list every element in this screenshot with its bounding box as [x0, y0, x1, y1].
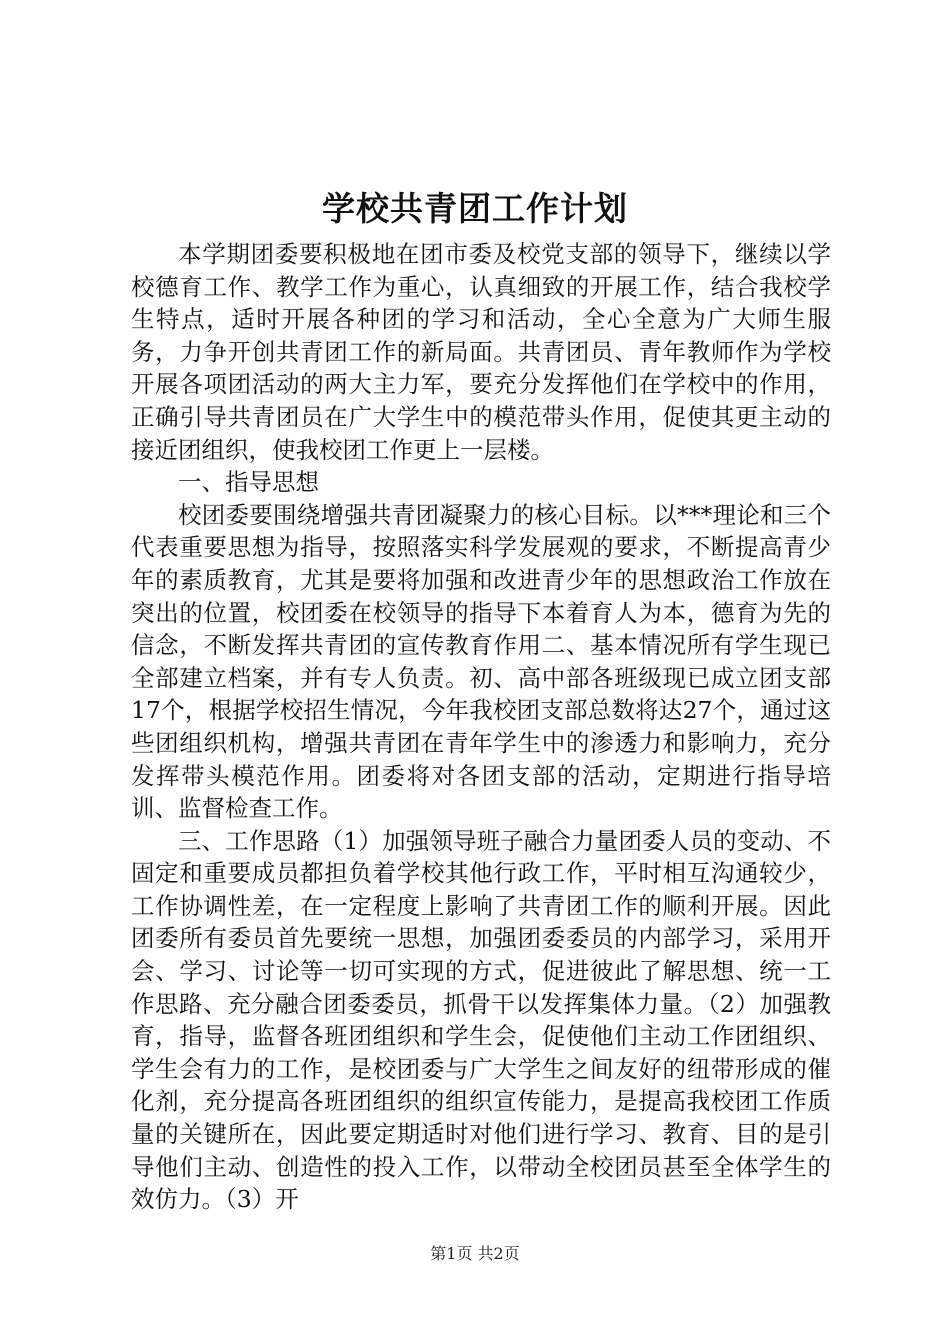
- section-heading-guiding-ideology: 一、指导思想: [178, 468, 319, 497]
- paragraph-work-approach: 三、工作思路（1）加强领导班子融合力量团委人员的变动、不固定和重要成员都担负着学校其他行政工作，平时相互沟通较少，工作协调性差，在一定程度上影响了共青团工作的顺利开展。因此团委所有委员首先要统一思想，加强团委委员的内部学习，采用开会、学习、讨论等一切可实现的方式，促进彼此了解思想、统一工作思路、充分融合团委委员，抓骨干以发挥集体力量。（2）加强教育，指导，监督各班团组织和学生会，促使他们主动工作团组织、学生会有力的工作，是校团委与广大学生之间友好的纽带形成的催化剂，充分提高各班团组织的组织宣传能力，是提高我校团工作质量的关键所在，因此要定期适时对他们进行学习、教育、目的是引导他们主动、创造性的投入工作，以带动全校团员甚至全体学生的效仿力。（3）开: [131, 826, 831, 1214]
- document-title: 学校共青团工作计划: [322, 189, 628, 228]
- document-body: [131, 238, 831, 1216]
- paragraph-guiding-ideology: 校团委要围绕增强共青团凝聚力的核心目标。以***理论和三个代表重要思想为指导，按照落实科学发展观的要求，不断提高青少年的素质教育，尤其是要将加强和改进青少年的思想政治工作放在突出的位置，校团委在校领导的指导下本着育人为本，德育为先的信念，不断发挥共青团的宣传教育作用二、基本情况所有学生现已全部建立档案，并有专人负责。初、高中部各班级现已成立团支部17个，根据学校招生情况，今年我校团支部总数将达27个，通过这些团组织机构，增强共青团在青年学生中的渗透力和影响力，充分发挥带头模范作用。团委将对各团支部的活动，定期进行指导培训、监督检查工作。: [131, 500, 831, 823]
- paragraph-intro: 本学期团委要积极地在团市委及校党支部的领导下，继续以学校德育工作、教学工作为重心，认真细致的开展工作，结合我校学生特点，适时开展各种团的学习和活动，全心全意为广大师生服务，力争开创共青团工作的新局面。共青团员、青年教师作为学校开展各项团活动的两大主力军，要充分发挥他们在学校中的作用，正确引导共青团员在广大学生中的模范带头作用，促使其更主动的接近团组织，使我校团工作更上一层楼。: [131, 240, 831, 464]
- page-footer: 第1页 共2页: [430, 1244, 520, 1263]
